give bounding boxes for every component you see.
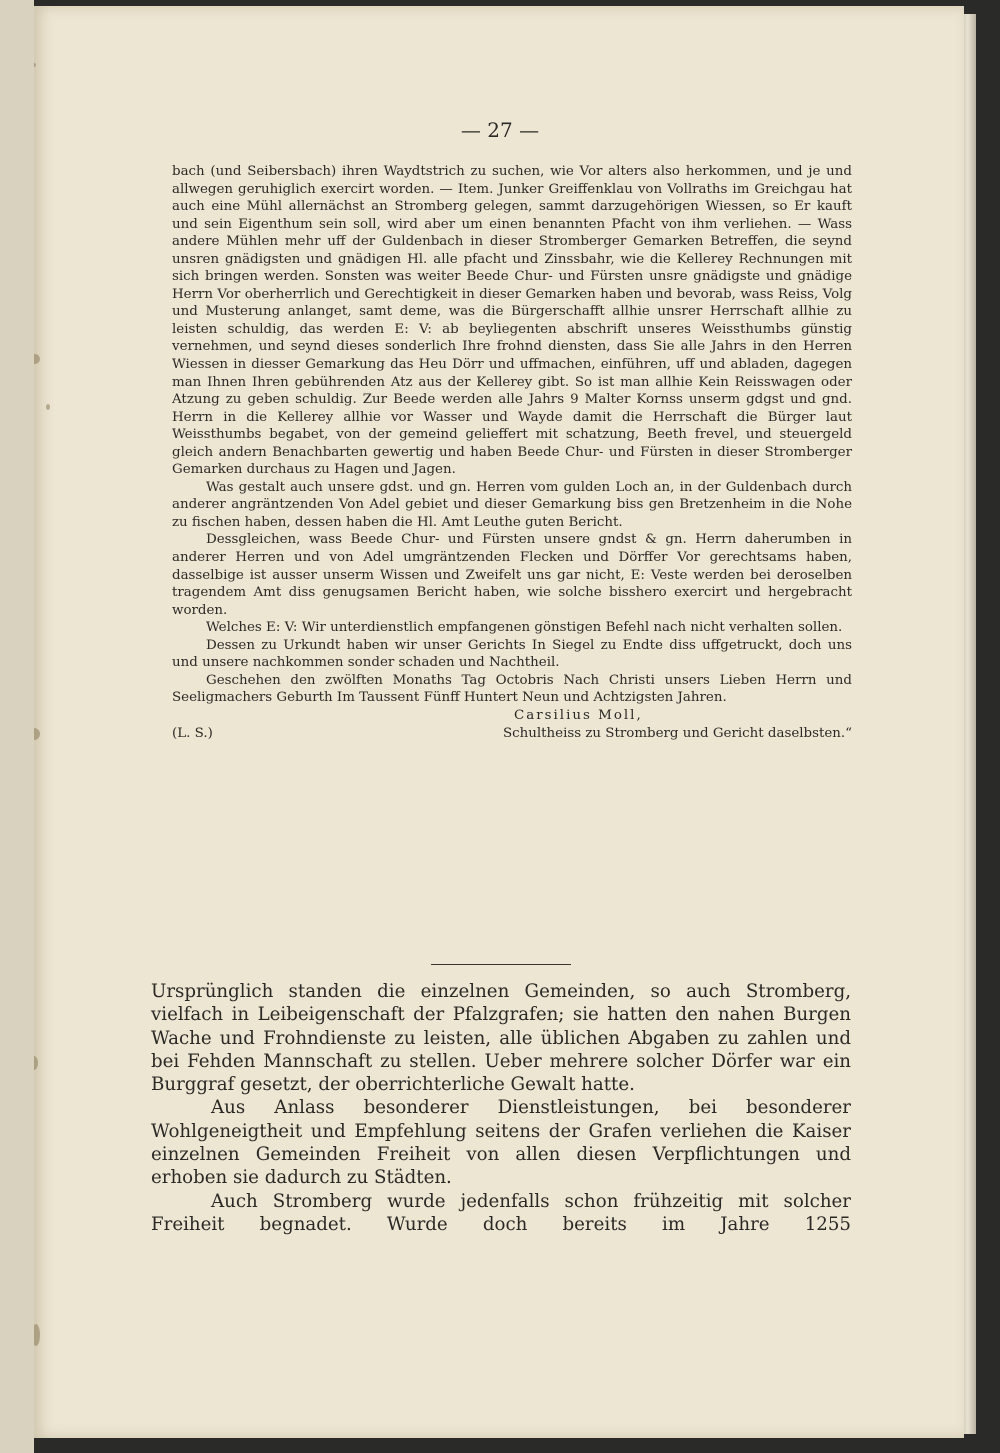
signature-title: Schultheiss zu Stromberg und Gericht daselbsten.“ bbox=[502, 725, 852, 741]
margin-smudge bbox=[34, 354, 40, 364]
signature-name: Carsilius Moll, bbox=[514, 707, 643, 723]
letter-paragraph: Was gestalt auch unsere gdst. und gn. Herren vom gulden Loch an, in der Guldenbach durch anderer angräntzenden Von Adel gebiet und dieser Gemarkung biss gen Bretzenheim in die Nohe zu fischen haben, dessen haben die Hl. Amt Leuthe guten Bericht. bbox=[172, 479, 852, 530]
letter-paragraph: Dessgleichen, wass Beede Chur- und Fürsten unsere gndst & gn. Herrn daherumben in anderer Herren und von Adel umgräntzenden Flecken und Dörffer Vor gerechtsams haben, dasselbige ist ausser unserm Wissen und Zweifelt uns gar nicht, E: Veste werden bei deroselben tragendem Amt diss genugsamen Bericht haben, wie solche bisshero exercirt und hergebracht worden. bbox=[172, 532, 852, 618]
binding-gutter bbox=[0, 0, 34, 1453]
letter-paragraph: bach (und Seibersbach) ihren Waydtstrich zu suchen, wie Vor alters also herkommen, und je und allwegen geruhiglich exercirt worden. — Item. Junker Greiffenklau von Vollraths im Greichgau hat auch eine Mühl allernächst an Stromberg gelegen, sammt darzugehörigen Wiessen, so Er kauft und sein Eigenthum sein soll, wird aber um einen benannten Pfacht von ihm verliehen. — Wass andere Mühlen mehr uff der Guldenbach in dieser Stromberger Gemarken Betreffen, die seynd unsren gnädigsten und gnädigen Hl. alle pfacht und Zinssbahr, wie die Kellerey Rechnungen mit sich bringen werden. Sonsten was weiter Beede Chur- und Fürsten unsre gnädigste und gnädige Herrn Vor oberherrlich und Gerechtigkeit in dieser Gemarken haben und bevorab, wass Reiss, Volg und Musterung anlanget, samt deme, was die Bürgerschafft allhie unsrer Herrschaft allhie zu leisten schuldig, das werden E: V: ab beyliegenten abschrift unseres Weissthumbs günstig vernehmen, und seynd dieses sonderlich Ihre frohnd diensten, dass Sie alle Jahrs in den Herren Wiessen in diesser Gemarkung das Heu Dörr und uffmachen, einführen, uff und abladen, dagegen man Ihnen Ihren gebührenden Atz aus der Kellerey gibt. So ist man allhie Kein Reisswagen oder Atzung zu geben schuldig. Zur Beede werden alle Jahrs 9 Malter Kornss unserm gdgst und gnd. Herrn in die Kellerey allhie vor Wasser und Wayde damit die Herrschaft die Bürger laut Weissthumbs begabet, von der gemeind gelieffert mit schatzung, Beeth frevel, und steuergeld gleich andern Benachbarten gewertig und haben Beede Chur- und Fürsten in dieser Stromberger Gemarken durchaus zu Hagen und Jagen. bbox=[172, 164, 852, 478]
main-text bbox=[151, 980, 851, 1236]
letter-paragraph: Dessen zu Urkundt haben wir unser Gerichts In Siegel zu Endte diss uffgetruckt, doch uns und unsere nachkommen sonder schaden und Nachtheil. bbox=[172, 637, 852, 671]
section-divider bbox=[431, 964, 571, 965]
page-edge bbox=[962, 14, 976, 1434]
letter-paragraph: Welches E: V: Wir unterdienstlich empfangenen gönstigen Befehl nach nicht verhalten sollen. bbox=[206, 620, 843, 636]
page-number: — 27 — bbox=[460, 118, 540, 142]
quoted-letter bbox=[172, 163, 852, 742]
body-paragraph: Ursprünglich standen die einzelnen Gemeinden, so auch Stromberg, vielfach in Leibeigenschaft der Pfalzgrafen; sie hatten den nahen Burgen Wache und Frohndienste zu leisten, alle üblichen Abgaben zu zahlen und bei Fehden Mannschaft zu stellen. Ueber mehrere solcher Dörfer war ein Burggraf gesetzt, der oberrichterliche Gewalt hatte. bbox=[151, 981, 851, 1096]
letter-paragraph: Geschehen den zwölften Monaths Tag Octobris Nach Christi unsers Lieben Herrn und Seeligmachers Geburth Im Taussent Fünff Huntert Neun und Achtzigsten Jahren. bbox=[172, 672, 852, 706]
body-paragraph: Aus Anlass besonderer Dienstleistungen, bei besonderer Wohlgeneigtheit und Empfehlung seitens der Grafen verliehen die Kaiser einzelnen Gemeinden Freiheit von allen diesen Verpflichtungen und erhoben sie dadurch zu Städten. bbox=[151, 1097, 851, 1189]
margin-smudge bbox=[46, 404, 50, 410]
body-paragraph: Auch Stromberg wurde jedenfalls schon frühzeitig mit solcher Freiheit begnadet. Wurde doch bereits im Jahre 1255 bbox=[151, 1190, 851, 1235]
margin-smudge bbox=[34, 1056, 38, 1070]
seal-mark: (L. S.) bbox=[172, 725, 213, 741]
margin-smudge bbox=[34, 1324, 40, 1346]
seal-and-title-line bbox=[172, 725, 852, 743]
margin-smudge bbox=[34, 728, 40, 740]
margin-smudge bbox=[34, 62, 36, 68]
